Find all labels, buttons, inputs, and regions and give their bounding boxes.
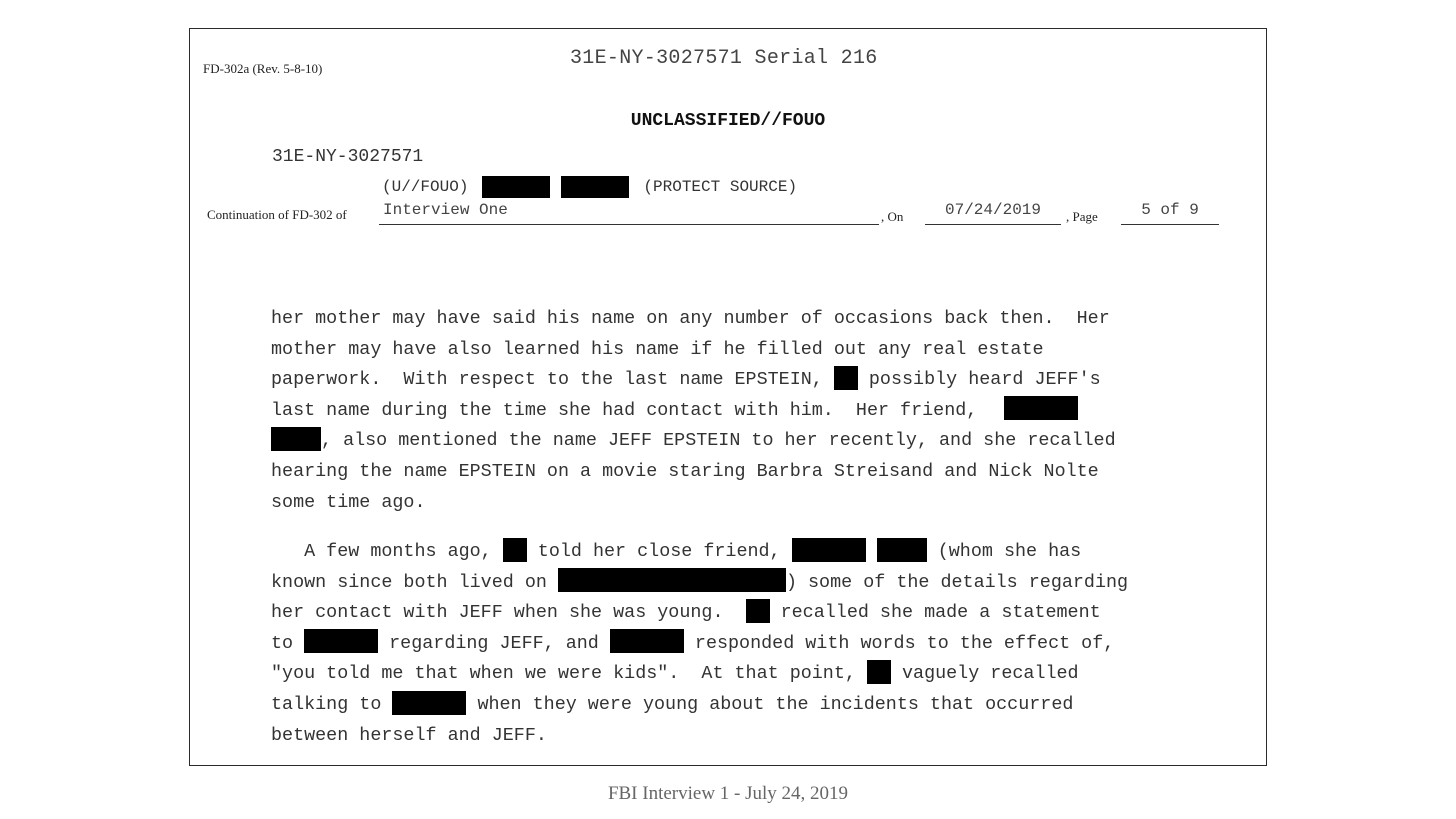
- text-line: [271, 659, 1251, 690]
- text-segment: last name during the time she had contact with him. Her friend,: [271, 399, 989, 421]
- protect-suffix: (PROTECT SOURCE): [643, 178, 798, 196]
- paragraph-1: [271, 304, 1251, 518]
- continuation-label: Continuation of FD-302 of: [207, 207, 347, 222]
- text-segment: talking to: [271, 693, 393, 715]
- redaction-block: [1004, 396, 1078, 420]
- redaction-block: [746, 599, 770, 623]
- text-segment: regarding JEFF, and: [378, 632, 610, 654]
- redaction-block: [482, 176, 550, 198]
- text-segment: vaguely recalled: [890, 663, 1079, 685]
- redaction-block: [392, 691, 466, 715]
- redaction-block: [304, 629, 378, 653]
- text-segment: , also mentioned the name JEFF EPSTEIN to her recently, and she recalled: [321, 430, 1116, 452]
- text-segment: ) some of the details regarding: [785, 571, 1129, 593]
- text-line: [271, 690, 1251, 721]
- text-line: [271, 629, 1251, 660]
- text-line: mother may have also learned his name if he filled out any real estate: [271, 338, 1044, 360]
- protect-prefix: (U//FOUO): [382, 178, 469, 196]
- text-segment: "you told me that when we were kids". At that point,: [271, 663, 867, 685]
- date-label: , On: [881, 209, 904, 224]
- text-line: hearing the name EPSTEIN on a movie staring Barbra Streisand and Nick Nolte: [271, 460, 1099, 482]
- text-line: between herself and JEFF.: [271, 724, 547, 746]
- text-line: [271, 598, 1251, 629]
- redaction-block: [558, 568, 786, 592]
- text-line: [271, 537, 1251, 568]
- redaction-block: [610, 629, 684, 653]
- redaction-block: [271, 427, 321, 451]
- text-segment: (whom she has: [926, 541, 1082, 562]
- text-line: [271, 568, 1251, 599]
- redaction-block: [503, 538, 527, 562]
- serial-number: 31E-NY-3027571 Serial 216: [570, 47, 878, 70]
- redaction-block: [834, 366, 858, 390]
- image-caption: FBI Interview 1 - July 24, 2019: [607, 783, 849, 804]
- text-line: her mother may have said his name on any number of occasions back then. Her: [271, 308, 1110, 329]
- continuation-field: Interview One: [379, 201, 879, 225]
- file-number: 31E-NY-3027571: [272, 147, 424, 167]
- page-field: 5 of 9: [1121, 201, 1219, 225]
- text-segment: to: [271, 632, 305, 654]
- text-line: [271, 426, 1251, 457]
- text-segment: responded with words to the effect of,: [683, 632, 1115, 654]
- protect-source-line: [382, 176, 797, 198]
- text-segment: when they were young about the incidents that occurred: [466, 693, 1074, 715]
- text-segment: paperwork. With respect to the last name EPSTEIN,: [271, 369, 834, 391]
- text-segment: her contact with JEFF when she was young.: [271, 602, 746, 624]
- text-segment: possibly heard JEFF's: [857, 369, 1101, 391]
- page-label: , Page: [1066, 209, 1098, 224]
- redaction-block: [867, 660, 891, 684]
- paragraph-2: [271, 537, 1251, 751]
- text-line: some time ago.: [271, 491, 426, 513]
- document-page: [189, 28, 1267, 766]
- redaction-block: [792, 538, 866, 562]
- text-segment: A few months ago,: [271, 541, 503, 562]
- text-segment: known since both lived on: [271, 571, 558, 593]
- text-line: [271, 396, 1251, 427]
- text-segment: recalled she made a statement: [769, 602, 1101, 624]
- redaction-block: [877, 538, 927, 562]
- text-segment: [866, 541, 877, 562]
- text-line: [271, 365, 1251, 396]
- form-id: FD-302a (Rev. 5-8-10): [203, 61, 323, 76]
- classification-marking: UNCLASSIFIED//FOUO: [630, 111, 826, 131]
- text-segment: told her close friend,: [526, 541, 792, 562]
- date-field: 07/24/2019: [925, 201, 1061, 225]
- redaction-block: [561, 176, 629, 198]
